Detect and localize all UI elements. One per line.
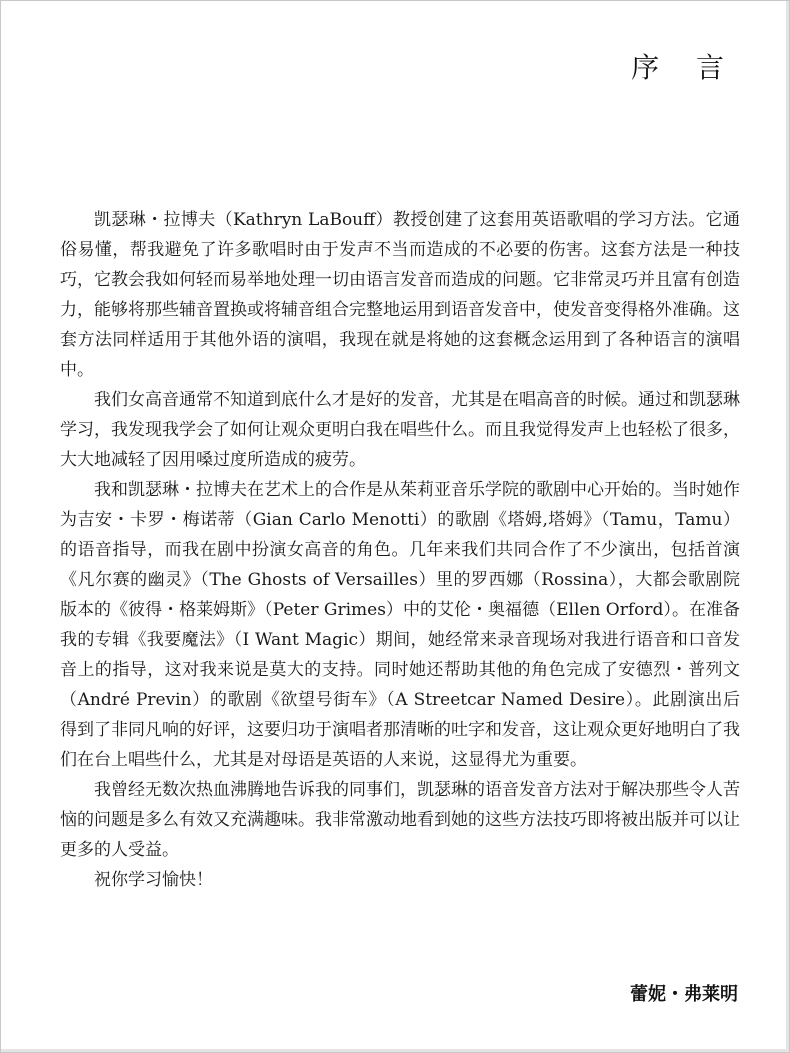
author-signature: 蕾妮・弗莱明	[630, 984, 738, 1005]
page-title: 序 言	[631, 51, 738, 84]
paragraph-3: 我和凯瑟琳・拉博夫在艺术上的合作是从茱莉亚音乐学院的歌剧中心开始的。当时她作为吉安・卡罗・梅诺蒂（Gian Carlo Menotti）的歌剧《塔姆,塔姆》（Tamu，Tamu）的语音指导，而我在剧中扮演女高音的角色。几年来我们共同合作了不少演出，包括首演《凡尔赛的幽灵》（The Ghosts of Versailles）里的罗西娜（Rossina），大都会歌剧院版本的《彼得・格莱姆斯》（Peter Grimes）中的艾伦・奥福德（Ellen Orford）。在准备我的专辑《我要魔法》（I Want Magic）期间，她经常来录音现场对我进行语音和口音发音上的指导，这对我来说是莫大的支持。同时她还帮助其他的角色完成了安德烈・普列文（André Previn）的歌剧《欲望号街车》（A Streetcar Named Desire）。此剧演出后得到了非同凡响的好评，这要归功于演唱者那清晰的吐字和发音，这让观众更好地明白了我们在台上唱些什么，尤其是对母语是英语的人来说，这显得尤为重要。	[60, 480, 740, 770]
preface-body	[60, 205, 740, 895]
paragraph-5: 祝你学习愉快！	[94, 870, 213, 890]
paragraph-1: 凯瑟琳・拉博夫（Kathryn LaBouff）教授创建了这套用英语歌唱的学习方法。它通俗易懂，帮我避免了许多歌唱时由于发声不当而造成的不必要的伤害。这套方法是一种技巧，它教会我如何轻而易举地处理一切由语言发音而造成的问题。它非常灵巧并且富有创造力，能够将那些辅音置换或将辅音组合完整地运用到语音发音中，使发音变得格外准确。这套方法同样适用于其他外语的演唱，我现在就是将她的这套概念运用到了各种语言的演唱中。	[60, 210, 740, 380]
paragraph-4: 我曾经无数次热血沸腾地告诉我的同事们，凯瑟琳的语音发音方法对于解决那些令人苦恼的问题是多么有效又充满趣味。我非常激动地看到她的这些方法技巧即将被出版并可以让更多的人受益。	[60, 780, 740, 860]
paragraph-2: 我们女高音通常不知道到底什么才是好的发音，尤其是在唱高音的时候。通过和凯瑟琳学习，我发现我学会了如何让观众更明白我在唱些什么。而且我觉得发声上也轻松了很多，大大地减轻了因用嗓过度所造成的疲劳。	[60, 390, 740, 470]
